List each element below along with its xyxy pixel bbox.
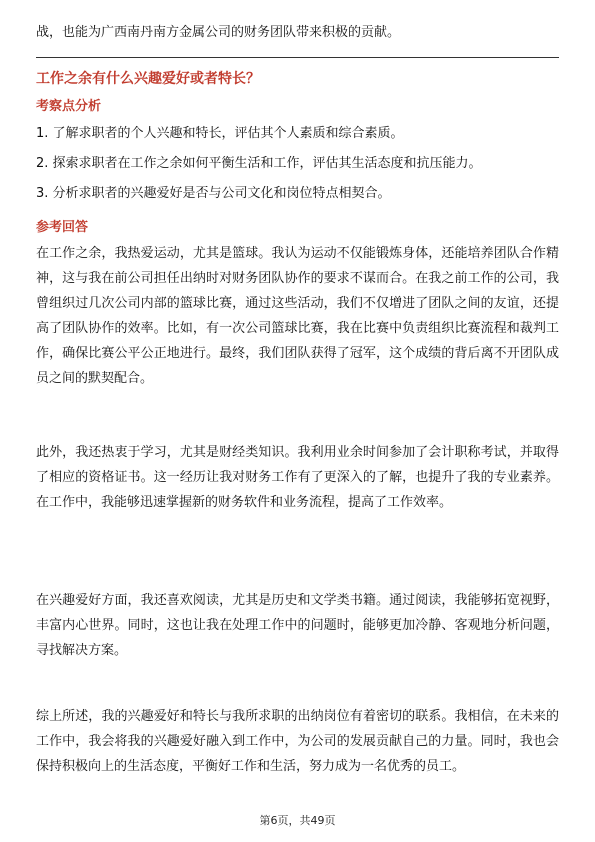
page-number: 第6页，共49页 (259, 814, 336, 827)
analysis-heading: 考察点分析 (36, 99, 102, 114)
question-heading: 工作之余有什么兴趣爱好或者特长？ (36, 71, 260, 87)
answer-paragraph: 综上所述，我的兴趣爱好和特长与我所求职的出纳岗位有着密切的联系。我相信，在未来的工作中，我会将我的兴趣爱好融入到工作中，为公司的发展贡献自己的力量。同时，我也会保持积极向上的生活态度，平衡好工作和生活，努力成为一名优秀的员工。 (36, 709, 559, 774)
analysis-point: 3. 分析求职者的兴趣爱好是否与公司文化和岗位特点相契合。 (36, 186, 391, 201)
answer-paragraph: 在兴趣爱好方面，我还喜欢阅读，尤其是历史和文学类书籍。通过阅读，我能够拓宽视野，丰富内心世界。同时，这也让我在处理工作中的问题时，能够更加冷静、客观地分析问题，寻找解决方案。 (36, 593, 559, 658)
section-divider (36, 57, 559, 58)
answer-paragraph: 在工作之余，我热爱运动，尤其是篮球。我认为运动不仅能锻炼身体，还能培养团队合作精神，这与我在前公司担任出纳时对财务团队协作的要求不谋而合。在我之前工作的公司，我曾组织过几次公司内部的篮球比赛，通过这些活动，我们不仅增进了团队之间的友谊，还提高了团队协作的效率。比如，有一次公司篮球比赛，我在比赛中负责组织比赛流程和裁判工作，确保比赛公平公正地进行。最终，我们团队获得了冠军，这个成绩的背后离不开团队成员之间的默契配合。 (36, 246, 559, 386)
answer-paragraph: 此外，我还热衷于学习，尤其是财经类知识。我利用业余时间参加了会计职称考试，并取得了相应的资格证书。这一经历让我对财务工作有了更深入的了解，也提升了我的专业素养。在工作中，我能够迅速掌握新的财务软件和业务流程，提高了工作效率。 (36, 445, 559, 510)
analysis-points (36, 123, 559, 213)
answer-heading: 参考回答 (36, 220, 89, 235)
analysis-point: 1. 了解求职者的个人兴趣和特长，评估其个人素质和综合素质。 (36, 126, 404, 141)
analysis-point: 2. 探索求职者在工作之余如何平衡生活和工作，评估其生活态度和抗压能力。 (36, 156, 482, 171)
intro-tail-text: 战，也能为广西南丹南方金属公司的财务团队带来积极的贡献。 (36, 25, 401, 40)
